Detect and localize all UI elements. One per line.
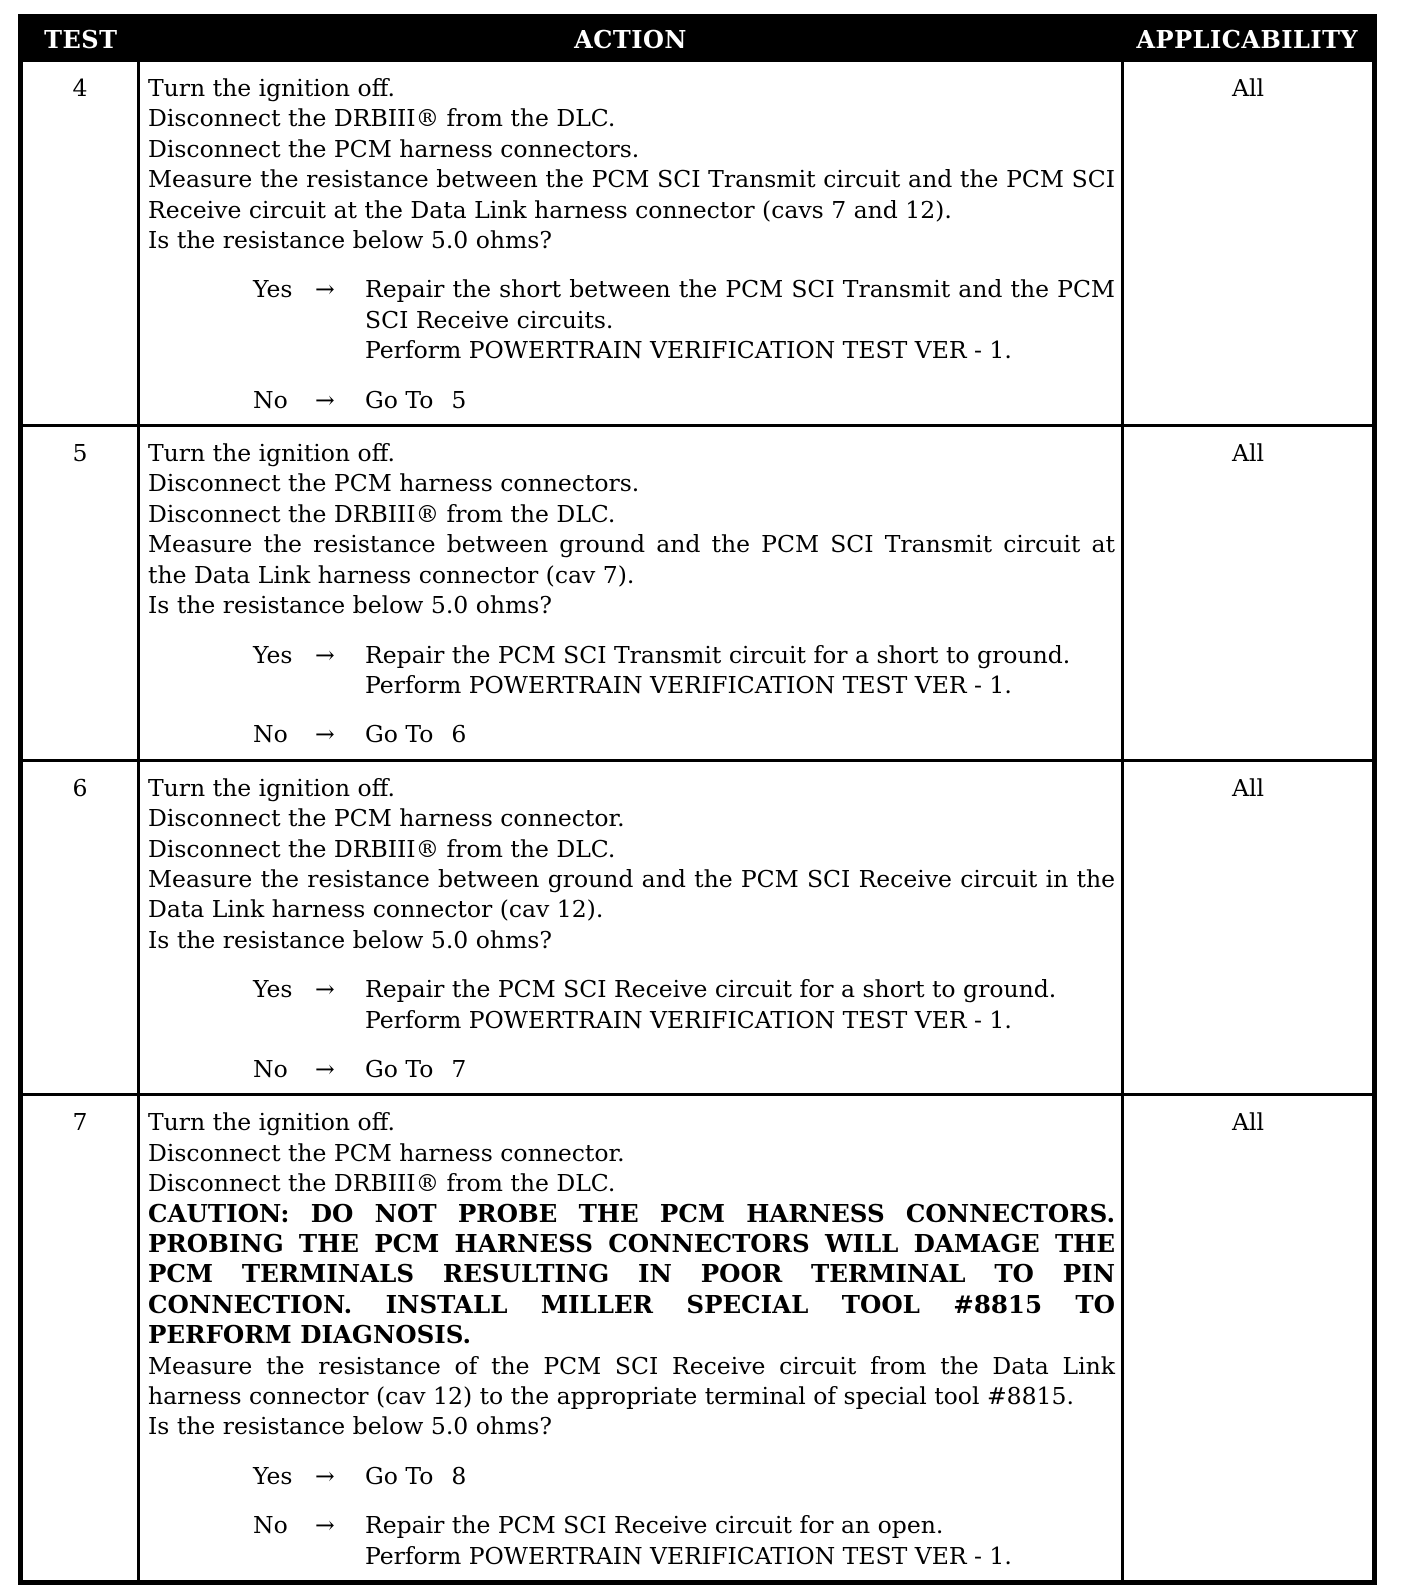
yes-answer — [253, 1461, 1115, 1491]
table-row — [21, 61, 1375, 426]
result-line: Repair the PCM SCI Receive circuit for a short to ground. — [365, 975, 1057, 1004]
goto-line — [365, 385, 1115, 415]
test-question: Is the resistance below 5.0 ohms? — [148, 1412, 552, 1441]
action-step: Turn the ignition off. — [148, 1108, 396, 1137]
arrow-icon: → — [315, 385, 335, 414]
no-label: No — [253, 1511, 288, 1540]
arrow-icon: → — [315, 275, 335, 304]
caution-text: CAUTION: DO NOT PROBE THE PCM HARNESS CONNECTORS. PROBING THE PCM HARNESS CONNECTORS WILL DAMAGE THE PCM TERMINALS RESULTING IN POOR TERMINAL TO PIN CONNECTION. INSTALL MILLER SPECIAL TOOL #8815 TO PERFORM DIAGNOSIS. — [148, 1198, 1115, 1350]
yes-answer — [253, 274, 1115, 365]
header-applicability: APPLICABILITY — [1123, 17, 1375, 61]
goto-text: Go To — [365, 385, 434, 414]
action-step: Measure the resistance between ground and the PCM SCI Transmit circuit at the Data Link harness connector (cav 7). — [148, 530, 1115, 589]
header-test: TEST — [21, 17, 139, 61]
applicability-cell: All — [1123, 1095, 1375, 1583]
yes-label: Yes — [253, 1461, 293, 1490]
action-step: Disconnect the DRBIII® from the DLC. — [148, 499, 616, 528]
yes-answer — [253, 640, 1115, 701]
yes-label: Yes — [253, 640, 293, 669]
yes-answer — [253, 974, 1115, 1035]
action-step: Turn the ignition off. — [148, 439, 396, 468]
goto-text: Go To — [365, 1054, 434, 1083]
no-answer — [253, 1510, 1115, 1571]
goto-number: 7 — [451, 1054, 467, 1083]
no-result — [365, 385, 1115, 415]
test-number: 6 — [21, 760, 139, 1095]
no-label: No — [253, 720, 288, 749]
arrow-icon: → — [315, 640, 335, 669]
result-line: Perform POWERTRAIN VERIFICATION TEST VER - 1. — [365, 1541, 1012, 1570]
action-step: Disconnect the PCM harness connector. — [148, 1138, 625, 1167]
result-line: Perform POWERTRAIN VERIFICATION TEST VER - 1. — [365, 670, 1012, 699]
applicability-cell: All — [1123, 760, 1375, 1095]
no-answer — [253, 385, 1115, 415]
action-step: Disconnect the DRBIII® from the DLC. — [148, 834, 616, 863]
goto-text: Go To — [365, 720, 434, 749]
goto-number: 5 — [451, 385, 467, 414]
action-step: Measure the resistance between the PCM SCI Transmit circuit and the PCM SCI Receive circuit at the Data Link harness connector (cavs 7 and 12). — [148, 165, 1115, 224]
yes-result — [365, 640, 1115, 701]
action-step: Measure the resistance of the PCM SCI Receive circuit from the Data Link harness connector (cav 12) to the appropriate terminal of special tool #8815. — [148, 1351, 1115, 1411]
no-label: No — [253, 1054, 288, 1083]
test-question: Is the resistance below 5.0 ohms? — [148, 226, 552, 255]
action-cell — [139, 426, 1123, 761]
action-step: Measure the resistance between ground and the PCM SCI Receive circuit in the Data Link harness connector (cav 12). — [148, 864, 1115, 924]
no-label: No — [253, 385, 288, 414]
yes-label: Yes — [253, 975, 293, 1004]
yes-result — [365, 974, 1115, 1035]
yes-label: Yes — [253, 275, 293, 304]
action-cell — [139, 1095, 1123, 1583]
result-line: Perform POWERTRAIN VERIFICATION TEST VER - 1. — [365, 336, 1012, 365]
goto-line — [365, 719, 1115, 749]
test-number: 4 — [21, 61, 139, 426]
test-number: 7 — [21, 1095, 139, 1583]
goto-text: Go To — [365, 1461, 434, 1490]
goto-number: 8 — [451, 1461, 467, 1490]
arrow-icon: → — [315, 975, 335, 1004]
action-step: Disconnect the DRBIII® from the DLC. — [148, 104, 616, 133]
no-result — [365, 1054, 1115, 1084]
no-answer — [253, 1054, 1115, 1084]
no-result — [365, 1510, 1115, 1571]
result-line: Repair the PCM SCI Receive circuit for an open. — [365, 1511, 944, 1540]
action-step: Disconnect the DRBIII® from the DLC. — [148, 1169, 616, 1198]
action-step: Disconnect the PCM harness connectors. — [148, 134, 640, 163]
table-header-row — [21, 17, 1375, 61]
result-line: Repair the PCM SCI Transmit circuit for a short to ground. — [365, 640, 1071, 669]
action-step: Disconnect the PCM harness connector. — [148, 804, 625, 833]
test-question: Is the resistance below 5.0 ohms? — [148, 591, 552, 620]
header-action: ACTION — [139, 17, 1123, 61]
action-step: Disconnect the PCM harness connectors. — [148, 469, 640, 498]
no-result — [365, 719, 1115, 749]
applicability-cell: All — [1123, 426, 1375, 761]
applicability-cell: All — [1123, 61, 1375, 426]
table-row — [21, 760, 1375, 1095]
table-row — [21, 426, 1375, 761]
action-cell — [139, 61, 1123, 426]
yes-result — [365, 1461, 1115, 1491]
action-step: Turn the ignition off. — [148, 773, 396, 802]
arrow-icon: → — [315, 1054, 335, 1083]
result-line: Perform POWERTRAIN VERIFICATION TEST VER - 1. — [365, 1005, 1012, 1034]
yes-result — [365, 274, 1115, 365]
test-number: 5 — [21, 426, 139, 761]
goto-line — [365, 1054, 1115, 1084]
table-row — [21, 1095, 1375, 1583]
result-line: Repair the short between the PCM SCI Transmit and the PCM SCI Receive circuits. — [365, 275, 1115, 334]
table-body — [21, 61, 1375, 1583]
diagnostic-test-table — [18, 14, 1377, 1585]
test-question: Is the resistance below 5.0 ohms? — [148, 925, 552, 954]
action-step: Turn the ignition off. — [148, 74, 396, 102]
goto-number: 6 — [451, 720, 467, 749]
arrow-icon: → — [315, 720, 335, 749]
no-answer — [253, 719, 1115, 749]
arrow-icon: → — [315, 1511, 335, 1540]
goto-line — [365, 1461, 1115, 1491]
action-cell — [139, 760, 1123, 1095]
arrow-icon: → — [315, 1461, 335, 1490]
